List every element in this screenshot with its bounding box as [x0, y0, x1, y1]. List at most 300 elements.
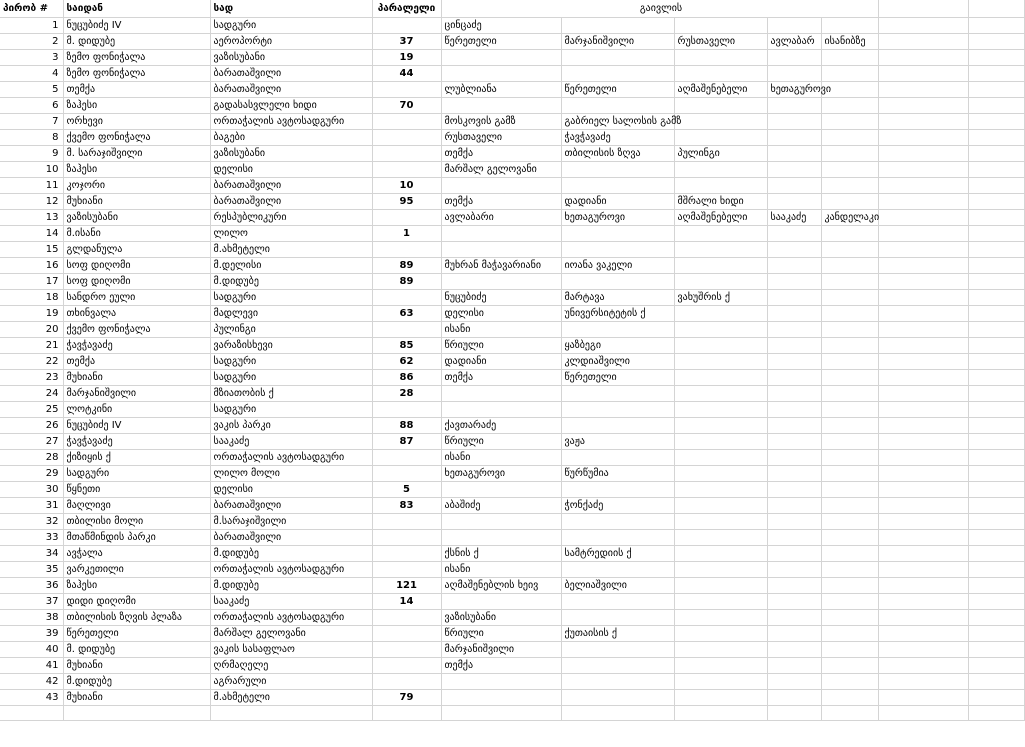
cell-id[interactable]: 15 [0, 241, 63, 257]
cell-via[interactable] [767, 529, 821, 545]
cell-parallel[interactable] [372, 113, 441, 129]
cell-via[interactable] [674, 433, 767, 449]
cell-to[interactable]: ორთაჭალის ავტოსადგური [210, 449, 372, 465]
cell-parallel[interactable]: 63 [372, 305, 441, 321]
empty-cell[interactable] [878, 257, 968, 273]
cell-via[interactable] [561, 49, 674, 65]
cell-via[interactable] [767, 609, 821, 625]
empty-cell[interactable] [968, 465, 1024, 481]
cell-via[interactable] [561, 321, 674, 337]
cell-via[interactable] [674, 241, 767, 257]
empty-cell[interactable] [878, 481, 968, 497]
cell-to[interactable]: ღრმაღელე [210, 657, 372, 673]
cell-to[interactable]: მარშალ გელოვანი [210, 625, 372, 641]
cell-id[interactable]: 8 [0, 129, 63, 145]
cell-via[interactable] [561, 401, 674, 417]
cell-to[interactable]: მ.სარაჯიშვილი [210, 513, 372, 529]
cell-parallel[interactable]: 85 [372, 337, 441, 353]
cell-via[interactable] [674, 673, 767, 689]
cell-via[interactable] [821, 145, 878, 161]
empty-cell[interactable] [878, 577, 968, 593]
cell-via[interactable] [821, 113, 878, 129]
empty-cell[interactable] [968, 593, 1024, 609]
cell-via[interactable] [674, 257, 767, 273]
cell-to[interactable]: ლილო მოლი [210, 465, 372, 481]
cell-via[interactable]: ნუცუბიძე [441, 289, 561, 305]
empty-cell[interactable] [878, 433, 968, 449]
cell-to[interactable]: ბარათაშვილი [210, 193, 372, 209]
cell-via[interactable] [767, 465, 821, 481]
cell-parallel[interactable]: 14 [372, 593, 441, 609]
empty-cell[interactable] [878, 689, 968, 705]
header-id[interactable]: პირობ # [0, 0, 63, 17]
cell-id[interactable]: 21 [0, 337, 63, 353]
cell-via[interactable] [767, 65, 821, 81]
cell-id[interactable]: 40 [0, 641, 63, 657]
cell-from[interactable]: თბილისის ზღვის პლაზა [63, 609, 210, 625]
empty-cell[interactable] [878, 305, 968, 321]
cell-via[interactable]: წრიული [441, 433, 561, 449]
cell-via[interactable]: ვაზისუბანი [441, 609, 561, 625]
empty-cell[interactable] [968, 545, 1024, 561]
cell-to[interactable]: მადლევი [210, 305, 372, 321]
header-via[interactable]: გაივლის [441, 0, 878, 17]
cell-parallel[interactable] [372, 401, 441, 417]
cell-to[interactable]: ვაკის სასაფლაო [210, 641, 372, 657]
cell-via[interactable] [767, 497, 821, 513]
cell-via[interactable] [561, 673, 674, 689]
cell-via[interactable] [821, 321, 878, 337]
cell-via[interactable] [561, 161, 674, 177]
cell-id[interactable]: 41 [0, 657, 63, 673]
cell-via[interactable] [441, 97, 561, 113]
empty-cell[interactable] [968, 353, 1024, 369]
empty-cell[interactable] [968, 161, 1024, 177]
cell-via[interactable] [441, 593, 561, 609]
cell-via[interactable] [674, 657, 767, 673]
cell-via[interactable] [767, 145, 821, 161]
cell-from[interactable]: დიდი დიღომი [63, 593, 210, 609]
cell-to[interactable]: მ.დიდუბე [210, 545, 372, 561]
cell-via[interactable] [821, 177, 878, 193]
cell-via[interactable]: ავლაბარი [441, 209, 561, 225]
cell-from[interactable]: წერეთელი [63, 625, 210, 641]
cell-via[interactable] [561, 97, 674, 113]
cell-via[interactable] [821, 337, 878, 353]
cell-via[interactable]: ხეთაგუროვი [561, 209, 674, 225]
cell-from[interactable]: კოჯორი [63, 177, 210, 193]
cell-via[interactable]: მარშალ გელოვანი [441, 161, 561, 177]
cell-via[interactable] [821, 609, 878, 625]
cell-via[interactable]: აღმაშენებელი [674, 209, 767, 225]
cell-via[interactable] [674, 369, 767, 385]
empty-cell[interactable] [968, 225, 1024, 241]
cell-via[interactable] [767, 273, 821, 289]
cell-parallel[interactable] [372, 529, 441, 545]
cell-via[interactable] [767, 241, 821, 257]
cell-via[interactable] [767, 433, 821, 449]
cell-parallel[interactable]: 44 [372, 65, 441, 81]
cell-via[interactable] [767, 561, 821, 577]
cell-id[interactable]: 35 [0, 561, 63, 577]
cell-via[interactable] [767, 353, 821, 369]
cell-from[interactable]: ზაჰესი [63, 97, 210, 113]
cell-via[interactable] [561, 417, 674, 433]
cell-via[interactable] [674, 177, 767, 193]
cell-parallel[interactable] [372, 609, 441, 625]
cell-via[interactable] [821, 225, 878, 241]
cell-to[interactable]: ვაზისუბანი [210, 145, 372, 161]
empty-cell[interactable] [968, 689, 1024, 705]
cell-via[interactable] [674, 385, 767, 401]
cell-via[interactable] [674, 417, 767, 433]
empty-cell[interactable] [968, 65, 1024, 81]
cell-to[interactable]: სადგური [210, 369, 372, 385]
cell-parallel[interactable]: 89 [372, 273, 441, 289]
cell-via[interactable] [441, 529, 561, 545]
cell-via[interactable] [821, 129, 878, 145]
cell-to[interactable]: მ.დიდუბე [210, 577, 372, 593]
cell-id[interactable]: 28 [0, 449, 63, 465]
cell-parallel[interactable]: 62 [372, 353, 441, 369]
cell-via[interactable]: ქსნის ქ [441, 545, 561, 561]
cell-from[interactable]: ვაზისუბანი [63, 209, 210, 225]
cell-via[interactable] [821, 593, 878, 609]
cell-id[interactable]: 1 [0, 17, 63, 33]
cell-via[interactable]: დელისი [441, 305, 561, 321]
cell-via[interactable] [674, 321, 767, 337]
empty-cell[interactable] [968, 241, 1024, 257]
empty-cell[interactable] [878, 49, 968, 65]
cell-via[interactable] [821, 17, 878, 33]
cell-to[interactable]: პულინგი [210, 321, 372, 337]
cell-via[interactable]: ჭავჭავაძე [561, 129, 674, 145]
cell-via[interactable] [674, 129, 767, 145]
cell-id[interactable]: 27 [0, 433, 63, 449]
cell-id[interactable]: 2 [0, 33, 63, 49]
cell-via[interactable]: მშრალი ხიდი [674, 193, 767, 209]
empty-cell[interactable] [968, 417, 1024, 433]
cell-via[interactable] [441, 65, 561, 81]
cell-via[interactable] [821, 433, 878, 449]
cell-via[interactable]: სამტრედიის ქ [561, 545, 674, 561]
cell-from[interactable]: ვარკეთილი [63, 561, 210, 577]
cell-via[interactable]: აბაშიძე [441, 497, 561, 513]
cell-to[interactable]: ბარათაშვილი [210, 529, 372, 545]
cell-via[interactable] [674, 609, 767, 625]
cell-via[interactable]: ლუბლიანა [441, 81, 561, 97]
cell-via[interactable]: ისანი [441, 449, 561, 465]
cell-id[interactable]: 33 [0, 529, 63, 545]
cell-via[interactable]: პულინგი [674, 145, 767, 161]
cell-from[interactable]: სადგური [63, 465, 210, 481]
empty-cell[interactable] [968, 401, 1024, 417]
cell-to[interactable]: ბაგები [210, 129, 372, 145]
cell-from[interactable]: მაღლივი [63, 497, 210, 513]
empty-cell[interactable] [878, 33, 968, 49]
cell-via[interactable] [561, 609, 674, 625]
cell-via[interactable] [767, 641, 821, 657]
cell-id[interactable]: 6 [0, 97, 63, 113]
empty-cell[interactable] [878, 17, 968, 33]
cell-via[interactable] [561, 241, 674, 257]
cell-via[interactable] [767, 289, 821, 305]
empty-cell[interactable] [0, 705, 63, 720]
empty-cell[interactable] [878, 289, 968, 305]
empty-cell[interactable] [968, 625, 1024, 641]
cell-via[interactable] [561, 385, 674, 401]
cell-via[interactable] [767, 481, 821, 497]
cell-parallel[interactable]: 5 [372, 481, 441, 497]
empty-cell[interactable] [968, 321, 1024, 337]
cell-via[interactable]: წერეთელი [561, 369, 674, 385]
cell-from[interactable]: მარჯანიშვილი [63, 385, 210, 401]
cell-via[interactable] [821, 641, 878, 657]
cell-via[interactable] [674, 577, 767, 593]
empty-cell[interactable] [968, 561, 1024, 577]
empty-cell[interactable] [878, 609, 968, 625]
cell-to[interactable]: სადგური [210, 289, 372, 305]
cell-via[interactable] [767, 113, 821, 129]
empty-cell[interactable] [968, 577, 1024, 593]
cell-to[interactable]: ლილო [210, 225, 372, 241]
cell-to[interactable]: რესპუბლიკური [210, 209, 372, 225]
cell-via[interactable]: თბილისის ზღვა [561, 145, 674, 161]
cell-from[interactable]: წყნეთი [63, 481, 210, 497]
cell-id[interactable]: 24 [0, 385, 63, 401]
empty-cell[interactable] [968, 673, 1024, 689]
cell-from[interactable]: სოფ დიღომი [63, 273, 210, 289]
empty-cell[interactable] [878, 545, 968, 561]
cell-via[interactable]: თემქა [441, 193, 561, 209]
empty-cell[interactable] [968, 433, 1024, 449]
cell-parallel[interactable] [372, 209, 441, 225]
cell-via[interactable] [821, 369, 878, 385]
cell-parallel[interactable] [372, 513, 441, 529]
cell-via[interactable] [674, 305, 767, 321]
empty-cell[interactable] [878, 0, 968, 17]
empty-cell[interactable] [878, 417, 968, 433]
cell-via[interactable]: მარჯანიშვილი [441, 641, 561, 657]
cell-via[interactable] [441, 241, 561, 257]
cell-to[interactable]: მ.ახმეტელი [210, 241, 372, 257]
empty-cell[interactable] [878, 209, 968, 225]
cell-via[interactable]: თემქა [441, 369, 561, 385]
cell-via[interactable] [767, 401, 821, 417]
cell-via[interactable]: ყაზბეგი [561, 337, 674, 353]
cell-via[interactable] [821, 625, 878, 641]
cell-via[interactable]: აღმაშენებელი [674, 81, 767, 97]
empty-cell[interactable] [968, 609, 1024, 625]
cell-to[interactable]: ბარათაშვილი [210, 65, 372, 81]
cell-parallel[interactable]: 79 [372, 689, 441, 705]
cell-via[interactable] [674, 225, 767, 241]
cell-via[interactable]: ჭონქაძე [561, 497, 674, 513]
cell-via[interactable] [674, 529, 767, 545]
cell-via[interactable] [441, 481, 561, 497]
empty-cell[interactable] [878, 225, 968, 241]
cell-id[interactable]: 30 [0, 481, 63, 497]
cell-id[interactable]: 11 [0, 177, 63, 193]
cell-to[interactable]: აგრარული [210, 673, 372, 689]
cell-via[interactable] [674, 97, 767, 113]
cell-via[interactable]: წურწუმია [561, 465, 674, 481]
cell-via[interactable]: მარჯანიშვილი [561, 33, 674, 49]
cell-via[interactable] [674, 545, 767, 561]
cell-id[interactable]: 25 [0, 401, 63, 417]
cell-via[interactable] [767, 625, 821, 641]
cell-from[interactable]: ლოტკინი [63, 401, 210, 417]
cell-via[interactable] [821, 481, 878, 497]
empty-cell[interactable] [878, 97, 968, 113]
cell-from[interactable]: ჭავჭავაძე [63, 337, 210, 353]
cell-id[interactable]: 14 [0, 225, 63, 241]
cell-to[interactable]: აეროპორტი [210, 33, 372, 49]
cell-from[interactable]: ნუცუბიძე IV [63, 417, 210, 433]
cell-to[interactable]: დელისი [210, 481, 372, 497]
cell-via[interactable]: ქუთაისის ქ [561, 625, 674, 641]
cell-via[interactable] [767, 689, 821, 705]
cell-via[interactable] [561, 689, 674, 705]
cell-via[interactable]: ავლაბარ [767, 33, 821, 49]
cell-id[interactable]: 4 [0, 65, 63, 81]
cell-via[interactable]: ბელიაშვილი [561, 577, 674, 593]
cell-via[interactable] [767, 385, 821, 401]
cell-from[interactable]: მ. დიდუბე [63, 641, 210, 657]
empty-cell[interactable] [878, 641, 968, 657]
cell-via[interactable] [821, 513, 878, 529]
cell-id[interactable]: 5 [0, 81, 63, 97]
cell-via[interactable]: თემქა [441, 657, 561, 673]
cell-via[interactable]: რუსთაველი [674, 33, 767, 49]
cell-via[interactable]: დადიანი [561, 193, 674, 209]
cell-via[interactable] [821, 193, 878, 209]
cell-via[interactable]: ხეთაგუროვი [767, 81, 821, 97]
empty-cell[interactable] [878, 529, 968, 545]
cell-from[interactable]: მ. სარაჯიშვილი [63, 145, 210, 161]
empty-cell[interactable] [878, 177, 968, 193]
cell-via[interactable]: ისანიბზე [821, 33, 878, 49]
cell-id[interactable]: 31 [0, 497, 63, 513]
empty-cell[interactable] [968, 369, 1024, 385]
cell-via[interactable] [674, 497, 767, 513]
cell-via[interactable] [767, 417, 821, 433]
cell-via[interactable] [767, 673, 821, 689]
cell-via[interactable] [767, 129, 821, 145]
cell-via[interactable] [821, 241, 878, 257]
empty-cell[interactable] [878, 657, 968, 673]
empty-cell[interactable] [968, 113, 1024, 129]
cell-from[interactable]: ქვემო ფონიჭალა [63, 321, 210, 337]
cell-via[interactable] [441, 385, 561, 401]
cell-id[interactable]: 36 [0, 577, 63, 593]
cell-parallel[interactable] [372, 465, 441, 481]
empty-cell[interactable] [878, 705, 968, 720]
empty-cell[interactable] [968, 289, 1024, 305]
cell-via[interactable] [674, 49, 767, 65]
cell-id[interactable]: 16 [0, 257, 63, 273]
empty-cell[interactable] [878, 65, 968, 81]
cell-via[interactable] [561, 657, 674, 673]
cell-id[interactable]: 10 [0, 161, 63, 177]
empty-cell[interactable] [968, 193, 1024, 209]
cell-via[interactable] [441, 273, 561, 289]
cell-to[interactable]: ვაკის პარკი [210, 417, 372, 433]
cell-via[interactable] [674, 481, 767, 497]
cell-parallel[interactable] [372, 545, 441, 561]
cell-to[interactable]: სააკაძე [210, 433, 372, 449]
cell-via[interactable] [561, 225, 674, 241]
cell-via[interactable] [561, 529, 674, 545]
empty-cell[interactable] [441, 705, 561, 720]
cell-via[interactable] [821, 497, 878, 513]
empty-cell[interactable] [968, 257, 1024, 273]
cell-to[interactable]: ორთაჭალის ავტოსადგური [210, 609, 372, 625]
cell-via[interactable] [674, 641, 767, 657]
empty-cell[interactable] [878, 113, 968, 129]
cell-to[interactable]: ბარათაშვილი [210, 497, 372, 513]
cell-via[interactable] [561, 481, 674, 497]
cell-via[interactable] [821, 545, 878, 561]
empty-cell[interactable] [767, 705, 821, 720]
cell-id[interactable]: 9 [0, 145, 63, 161]
cell-via[interactable] [821, 401, 878, 417]
cell-via[interactable] [441, 49, 561, 65]
cell-from[interactable]: ორხევი [63, 113, 210, 129]
cell-via[interactable]: მარტავა [561, 289, 674, 305]
cell-via[interactable] [821, 689, 878, 705]
empty-cell[interactable] [878, 353, 968, 369]
cell-via[interactable] [821, 273, 878, 289]
empty-cell[interactable] [878, 561, 968, 577]
empty-cell[interactable] [968, 449, 1024, 465]
empty-cell[interactable] [968, 49, 1024, 65]
cell-via[interactable] [441, 689, 561, 705]
cell-via[interactable] [561, 273, 674, 289]
cell-via[interactable] [674, 337, 767, 353]
cell-from[interactable]: თემქა [63, 81, 210, 97]
cell-via[interactable] [821, 529, 878, 545]
cell-id[interactable]: 42 [0, 673, 63, 689]
cell-via[interactable]: ვაჟა [561, 433, 674, 449]
cell-parallel[interactable]: 1 [372, 225, 441, 241]
cell-parallel[interactable] [372, 657, 441, 673]
cell-parallel[interactable] [372, 449, 441, 465]
cell-via[interactable] [767, 257, 821, 273]
empty-cell[interactable] [968, 129, 1024, 145]
cell-id[interactable]: 29 [0, 465, 63, 481]
cell-via[interactable] [821, 257, 878, 273]
cell-via[interactable] [767, 577, 821, 593]
cell-to[interactable]: ბარათაშვილი [210, 177, 372, 193]
cell-via[interactable] [767, 49, 821, 65]
cell-via[interactable] [767, 513, 821, 529]
empty-cell[interactable] [968, 177, 1024, 193]
cell-parallel[interactable] [372, 161, 441, 177]
cell-id[interactable]: 12 [0, 193, 63, 209]
cell-via[interactable]: წერეთელი [441, 33, 561, 49]
empty-cell[interactable] [878, 465, 968, 481]
cell-from[interactable]: ჭავჭავაძე [63, 433, 210, 449]
cell-via[interactable] [767, 305, 821, 321]
cell-via[interactable]: მოსკოვის გამზ [441, 113, 561, 129]
cell-from[interactable]: თხინვალა [63, 305, 210, 321]
cell-via[interactable] [674, 401, 767, 417]
cell-parallel[interactable]: 86 [372, 369, 441, 385]
cell-via[interactable] [767, 321, 821, 337]
cell-via[interactable] [821, 673, 878, 689]
cell-via[interactable] [821, 49, 878, 65]
